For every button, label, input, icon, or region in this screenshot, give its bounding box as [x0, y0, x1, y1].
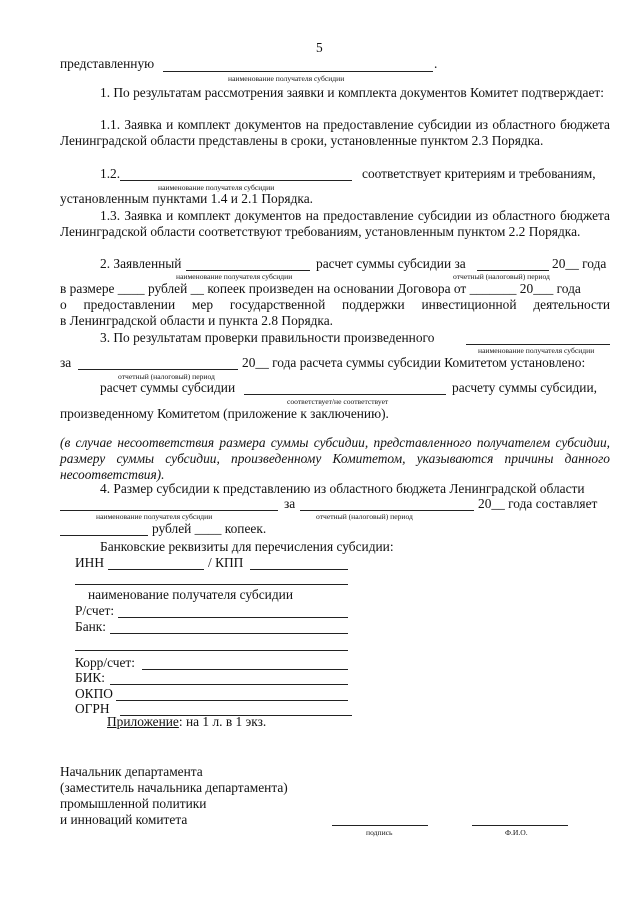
p2-caption-period: отчетный (налоговый) период — [453, 272, 550, 281]
p4-amount-field[interactable] — [60, 535, 148, 536]
inn-field[interactable] — [108, 569, 204, 570]
p2-period-field[interactable] — [477, 270, 549, 271]
okpo-field[interactable] — [116, 700, 348, 701]
p2-line4: в Ленинградской области и пункта 2.8 Порядка. — [60, 313, 334, 328]
p12-caption: наименование получателя субсидии — [158, 183, 275, 192]
p3-caption-recipient: наименование получателя субсидии — [478, 346, 595, 355]
p3-match-field[interactable] — [244, 394, 446, 395]
ogrn-label: ОГРН — [75, 701, 110, 716]
p4-za: за — [284, 496, 296, 511]
p2-year: 20__ года — [552, 256, 607, 271]
p3-calc-right: расчету суммы субсидии, — [452, 380, 597, 395]
p12-label: 1.2. — [100, 166, 121, 181]
attachment — [107, 714, 266, 730]
attachment-label: Приложение — [107, 714, 179, 729]
p4-caption-recipient: наименование получателя субсидии — [96, 512, 213, 521]
signer-line-2: (заместитель начальника департамента) — [60, 780, 288, 795]
page-number: 5 — [316, 40, 323, 55]
recipient-name-field[interactable] — [75, 584, 348, 585]
p3-calc-cont: произведенному Комитетом (приложение к заключению). — [60, 406, 389, 421]
p12-cont: установленным пунктами 1.4 и 2.1 Порядка. — [60, 191, 313, 206]
paragraph-1: 1. По результатам рассмотрения заявки и комплекта документов Комитет подтверждает: — [100, 85, 604, 100]
inn-label: ИНН — [75, 555, 105, 570]
p4-recipient-field[interactable] — [60, 510, 278, 511]
p3-caption-match: соответствует/не соответствует — [287, 397, 389, 406]
p2-line2: в размере ____ рублей __ копеек произведен на основании Договора от _______ 20___ года — [60, 281, 581, 296]
signer-line-4: и инноваций комитета — [60, 812, 188, 827]
bik-field[interactable] — [110, 684, 348, 685]
fio-field[interactable] — [472, 825, 568, 826]
p3-label: 3. По результатам проверки правильности произведенного — [100, 330, 435, 345]
recipient-field[interactable] — [163, 71, 433, 72]
recipient-caption: наименование получателя субсидии — [228, 74, 345, 83]
p2-recipient-field[interactable] — [186, 270, 310, 271]
p2-mid: расчет суммы субсидии за — [316, 256, 466, 271]
bank-field-cont[interactable] — [75, 650, 348, 651]
p3-calc-left: расчет суммы субсидии — [100, 380, 236, 395]
p2-line3: о предоставлении мер государственной поддержки инвестиционной деятельности — [60, 297, 610, 312]
paragraph-1-1: 1.1. Заявка и комплект документов на предоставление субсидии из областного бюджета Ленинградской области представлены в сроки, установленные пунктом 2.3 Порядка. — [60, 117, 610, 149]
p4-year: 20__ года составляет — [478, 496, 598, 511]
recipient-name-label: наименование получателя субсидии — [88, 587, 293, 602]
kpp-field[interactable] — [250, 569, 348, 570]
p2-caption-recipient: наименование получателя субсидии — [176, 272, 293, 281]
attachment-text: : на 1 л. в 1 экз. — [178, 714, 267, 729]
paragraph-1-3: 1.3. Заявка и комплект документов на предоставление субсидии из областного бюджета Ленинградской области соответствуют требованиям, установленным пунктом 2.2 Порядка. — [60, 208, 610, 240]
bik-label: БИК: — [75, 670, 106, 685]
okpo-label: ОКПО — [75, 686, 113, 701]
corr-field[interactable] — [142, 669, 348, 670]
signer-line-1: Начальник департамента — [60, 764, 203, 779]
p4-text: 4. Размер субсидии к представлению из областного бюджета Ленинградской области — [100, 481, 585, 496]
p4-amount: рублей ____ копеек. — [152, 521, 267, 536]
signer-line-3: промышленной политики — [60, 796, 207, 811]
p12-recipient-field[interactable] — [120, 180, 352, 181]
p3-period-field[interactable] — [78, 369, 238, 370]
bank-field[interactable] — [110, 633, 348, 634]
p4-period-field[interactable] — [300, 510, 474, 511]
fio-caption: Ф.И.О. — [505, 828, 528, 837]
p3-caption-period: отчетный (налоговый) период — [118, 372, 215, 381]
bank-label: Банк: — [75, 619, 107, 634]
p3-year-text: 20__ года расчета суммы субсидии Комитетом установлено: — [242, 355, 586, 370]
intro-end: . — [434, 56, 438, 71]
kpp-label: / КПП — [208, 555, 244, 570]
bank-title: Банковские реквизиты для перечисления субсидии: — [100, 539, 394, 554]
p3-recipient-field[interactable] — [466, 344, 610, 345]
p3-za: за — [60, 355, 72, 370]
corr-label: Корр/счет: — [75, 655, 135, 670]
p12-text: соответствует критериям и требованиям, — [362, 166, 596, 181]
p4-caption-period: отчетный (налоговый) период — [316, 512, 413, 521]
intro-label: представленную — [60, 56, 155, 71]
discrepancy-note: (в случае несоответствия размера суммы субсидии, представленного получателем субсидии, размеру суммы субсидии, произведенному Комитетом, указываются причины данного несоответствия). — [60, 435, 610, 483]
account-label: Р/счет: — [75, 603, 115, 618]
p2-label: 2. Заявленный — [100, 256, 182, 271]
account-field[interactable] — [118, 617, 348, 618]
signature-caption: подпись — [366, 828, 393, 837]
signature-field[interactable] — [332, 825, 428, 826]
